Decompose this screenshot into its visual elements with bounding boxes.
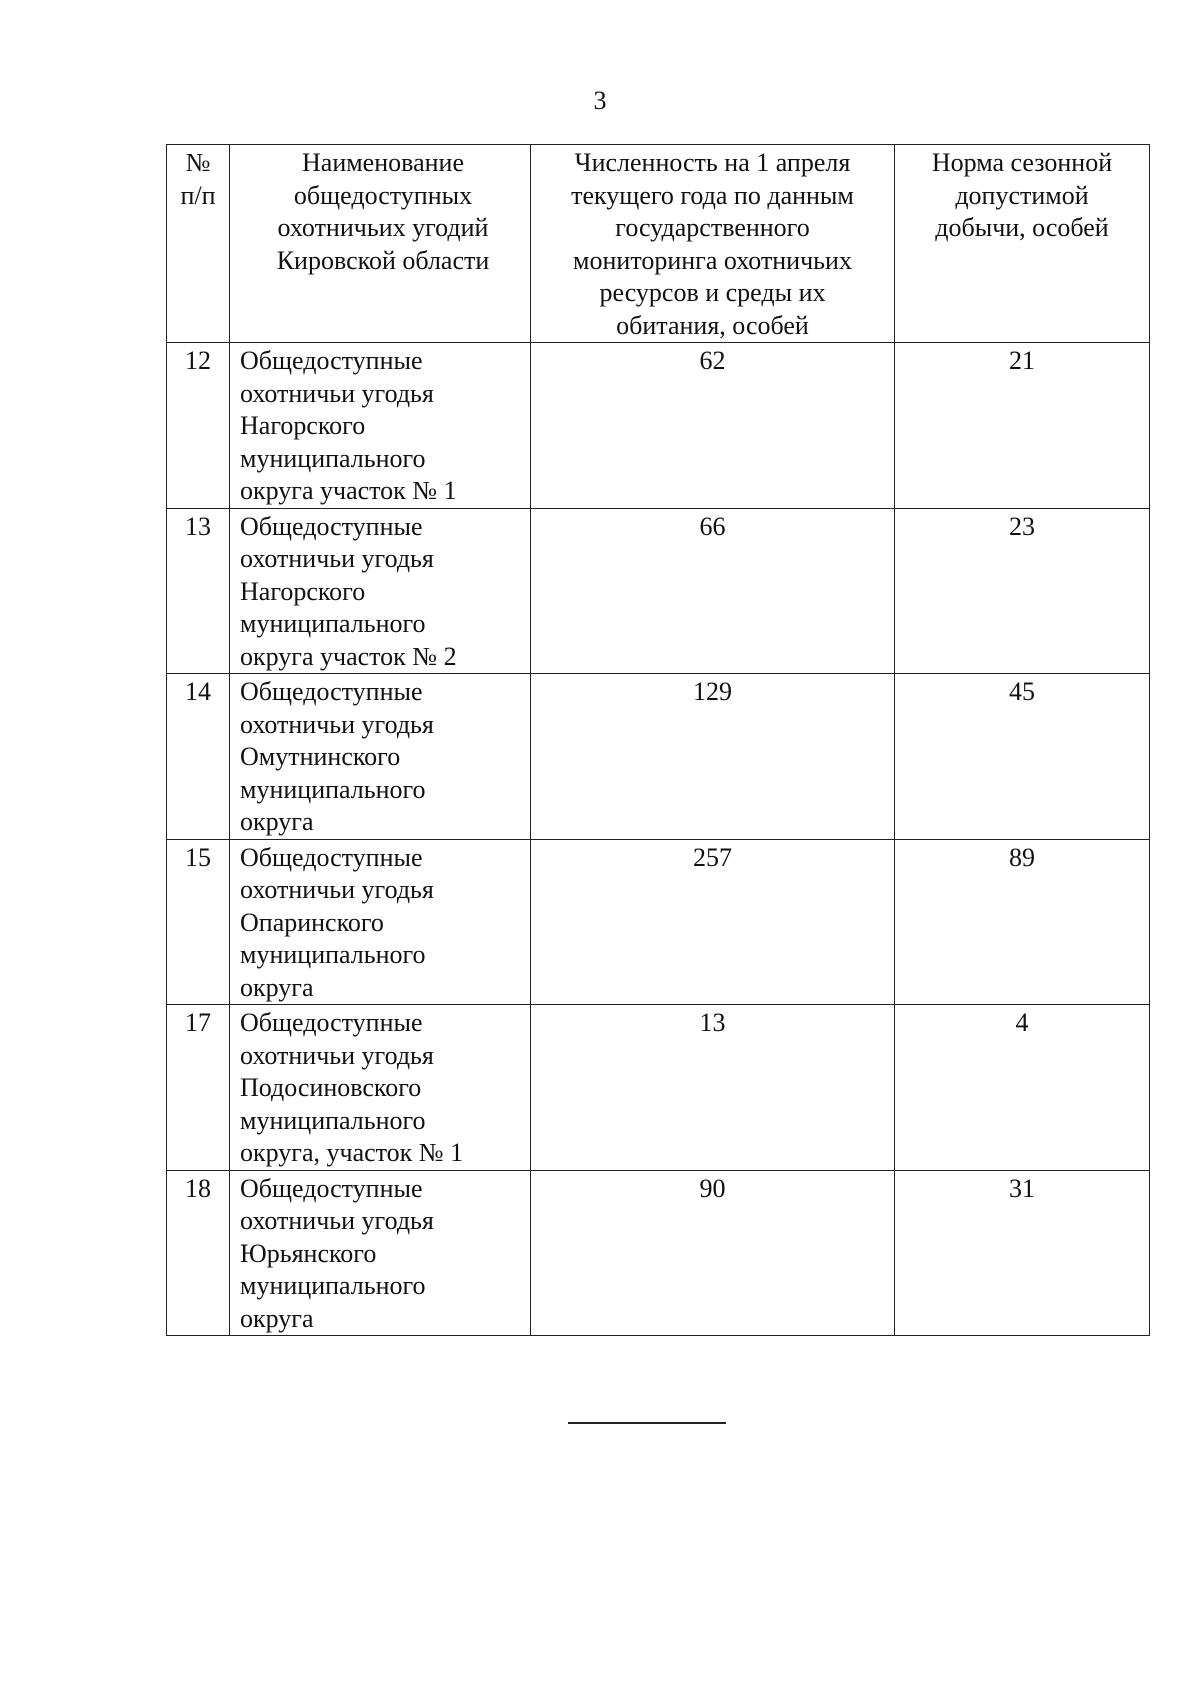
row-name: Общедоступные охотничьи угодья Нагорского муниципального округа участок № 1 [230,343,531,509]
row-number: 15 [167,839,230,1005]
row-population: 62 [531,343,895,509]
row-number: 18 [167,1170,230,1336]
row-norm: 45 [895,674,1150,840]
table-row [167,674,1150,840]
row-name: Общедоступные охотничьи угодья Нагорского муниципального округа участок № 2 [230,508,531,674]
row-population: 257 [531,839,895,1005]
row-norm: 21 [895,343,1150,509]
row-population: 90 [531,1170,895,1336]
table-row [167,839,1150,1005]
row-number: 14 [167,674,230,840]
row-number: 12 [167,343,230,509]
row-norm: 23 [895,508,1150,674]
row-name: Общедоступные охотничьи угодья Юрьянского муниципального округа [230,1170,531,1336]
row-population: 129 [531,674,895,840]
row-number: 13 [167,508,230,674]
header-name: Наименование общедоступных охотничьих угодий Кировской области [230,145,531,343]
row-population: 13 [531,1005,895,1171]
row-norm: 31 [895,1170,1150,1336]
row-norm: 4 [895,1005,1150,1171]
row-name: Общедоступные охотничьи угодья Подосиновского муниципального округа, участок № 1 [230,1005,531,1171]
table-row [167,343,1150,509]
table-row [167,1170,1150,1336]
closing-divider-line [568,1422,726,1424]
page-number: 3 [593,86,607,115]
row-name: Общедоступные охотничьи угодья Омутнинского муниципального округа [230,674,531,840]
table-header-row [167,145,1150,343]
header-population: Численность на 1 апреля текущего года по данным государственного мониторинга охотничьих ресурсов и среды их обитания, особей [531,145,895,343]
row-number: 17 [167,1005,230,1171]
data-table [166,144,1150,1336]
header-norm: Норма сезонной допустимой добычи, особей [895,145,1150,343]
table-row [167,1005,1150,1171]
header-number: № п/п [167,145,230,343]
row-name: Общедоступные охотничьи угодья Опаринского муниципального округа [230,839,531,1005]
row-norm: 89 [895,839,1150,1005]
row-population: 66 [531,508,895,674]
table-row [167,508,1150,674]
